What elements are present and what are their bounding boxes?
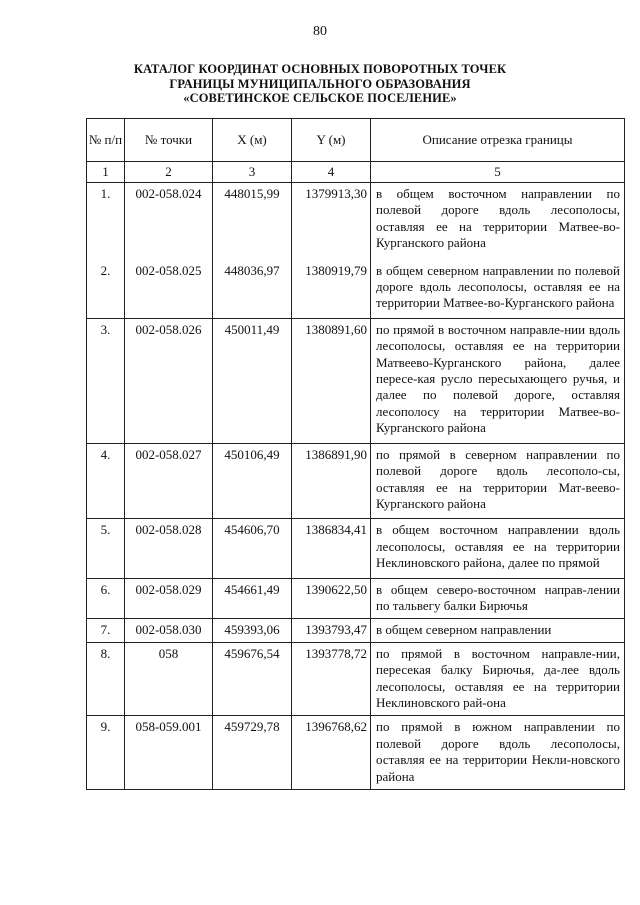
title-line-2: ГРАНИЦЫ МУНИЦИПАЛЬНОГО ОБРАЗОВАНИЯ xyxy=(169,76,471,91)
point-id: 002-058.025 xyxy=(125,260,213,319)
coordinates-table xyxy=(86,118,625,790)
segment-description: по прямой в южном направлении по полевой дороге вдоль лесополосы, оставляя ее на территории Некли-новского района xyxy=(371,716,625,790)
y-coordinate: 1396768,62 xyxy=(292,716,371,790)
title-line-1: КАТАЛОГ КООРДИНАТ ОСНОВНЫХ ПОВОРОТНЫХ ТОЧЕК xyxy=(133,62,507,76)
column-number: 4 xyxy=(292,162,371,183)
row-no: 5. xyxy=(87,519,125,578)
page-number: 80 xyxy=(313,24,327,39)
row-no: 4. xyxy=(87,443,125,519)
point-id: 002-058.024 xyxy=(125,183,213,260)
x-coordinate: 459729,78 xyxy=(213,716,292,790)
table-row xyxy=(87,716,625,790)
catalog-title xyxy=(80,62,560,106)
column-numbers-row xyxy=(87,162,625,183)
point-id: 002-058.027 xyxy=(125,443,213,519)
table-row xyxy=(87,260,625,319)
x-coordinate: 454661,49 xyxy=(213,578,292,619)
header-y: Y (м) xyxy=(292,119,371,162)
y-coordinate: 1380891,60 xyxy=(292,318,371,443)
row-no: 2. xyxy=(87,260,125,319)
column-number: 5 xyxy=(371,162,625,183)
column-number: 3 xyxy=(213,162,292,183)
y-coordinate: 1393793,47 xyxy=(292,619,371,642)
segment-description: в общем северо-восточном направ-лении по тальвегу балки Бирючья xyxy=(371,578,625,619)
point-id: 058-059.001 xyxy=(125,716,213,790)
segment-description: в общем северном направлении xyxy=(371,619,625,642)
y-coordinate: 1386834,41 xyxy=(292,519,371,578)
table-row xyxy=(87,578,625,619)
table-header-row xyxy=(87,119,625,162)
row-no: 9. xyxy=(87,716,125,790)
point-id: 058 xyxy=(125,642,213,716)
segment-description: по прямой в восточном направле-нии, пересекая балку Бирючья, да-лее вдоль лесополосы, оставляя ее на территории Неклиновского рай-она xyxy=(371,642,625,716)
column-number: 2 xyxy=(125,162,213,183)
header-no: № п/п xyxy=(87,119,125,162)
table-row xyxy=(87,642,625,716)
point-id: 002-058.026 xyxy=(125,318,213,443)
table-row xyxy=(87,519,625,578)
x-coordinate: 454606,70 xyxy=(213,519,292,578)
x-coordinate: 459676,54 xyxy=(213,642,292,716)
row-no: 3. xyxy=(87,318,125,443)
column-number: 1 xyxy=(87,162,125,183)
segment-description: по прямой в северном направлении по полевой дороге вдоль лесополо-сы, оставляя ее на территории Мат-веево-Курганского района xyxy=(371,443,625,519)
table-row xyxy=(87,318,625,443)
point-id: 002-058.028 xyxy=(125,519,213,578)
segment-description: в общем восточном направлении по полевой дороге вдоль лесополосы, оставляя ее на территории Матвее-во-Курганского района xyxy=(371,183,625,260)
header-point: № точки xyxy=(125,119,213,162)
x-coordinate: 450011,49 xyxy=(213,318,292,443)
row-no: 8. xyxy=(87,642,125,716)
y-coordinate: 1380919,79 xyxy=(292,260,371,319)
row-no: 7. xyxy=(87,619,125,642)
point-id: 002-058.030 xyxy=(125,619,213,642)
row-no: 1. xyxy=(87,183,125,260)
table-row xyxy=(87,443,625,519)
table-row xyxy=(87,183,625,260)
x-coordinate: 448015,99 xyxy=(213,183,292,260)
x-coordinate: 450106,49 xyxy=(213,443,292,519)
point-id: 002-058.029 xyxy=(125,578,213,619)
row-no: 6. xyxy=(87,578,125,619)
table-row xyxy=(87,619,625,642)
y-coordinate: 1393778,72 xyxy=(292,642,371,716)
y-coordinate: 1390622,50 xyxy=(292,578,371,619)
x-coordinate: 448036,97 xyxy=(213,260,292,319)
title-line-3: «СОВЕТИНСКОЕ СЕЛЬСКОЕ ПОСЕЛЕНИЕ» xyxy=(183,91,457,105)
segment-description: в общем северном направлении по полевой дороге вдоль лесополосы, оставляя ее на территории Матвее-во-Курганского района xyxy=(371,260,625,319)
segment-description: в общем восточном направлении вдоль лесополосы, оставляя ее на территории Неклиновского района, далее по прямой xyxy=(371,519,625,578)
x-coordinate: 459393,06 xyxy=(213,619,292,642)
segment-description: по прямой в восточном направле-нии вдоль лесополосы, оставляя ее на территории Матвеево-Курганского района, далее пересе-кая русло пересыхающего ручья, и далее по полевой дороге, оставляя лесополосу на территории Матвее-во-Курганского района xyxy=(371,318,625,443)
header-x: X (м) xyxy=(213,119,292,162)
y-coordinate: 1379913,30 xyxy=(292,183,371,260)
header-description: Описание отрезка границы xyxy=(371,119,625,162)
y-coordinate: 1386891,90 xyxy=(292,443,371,519)
